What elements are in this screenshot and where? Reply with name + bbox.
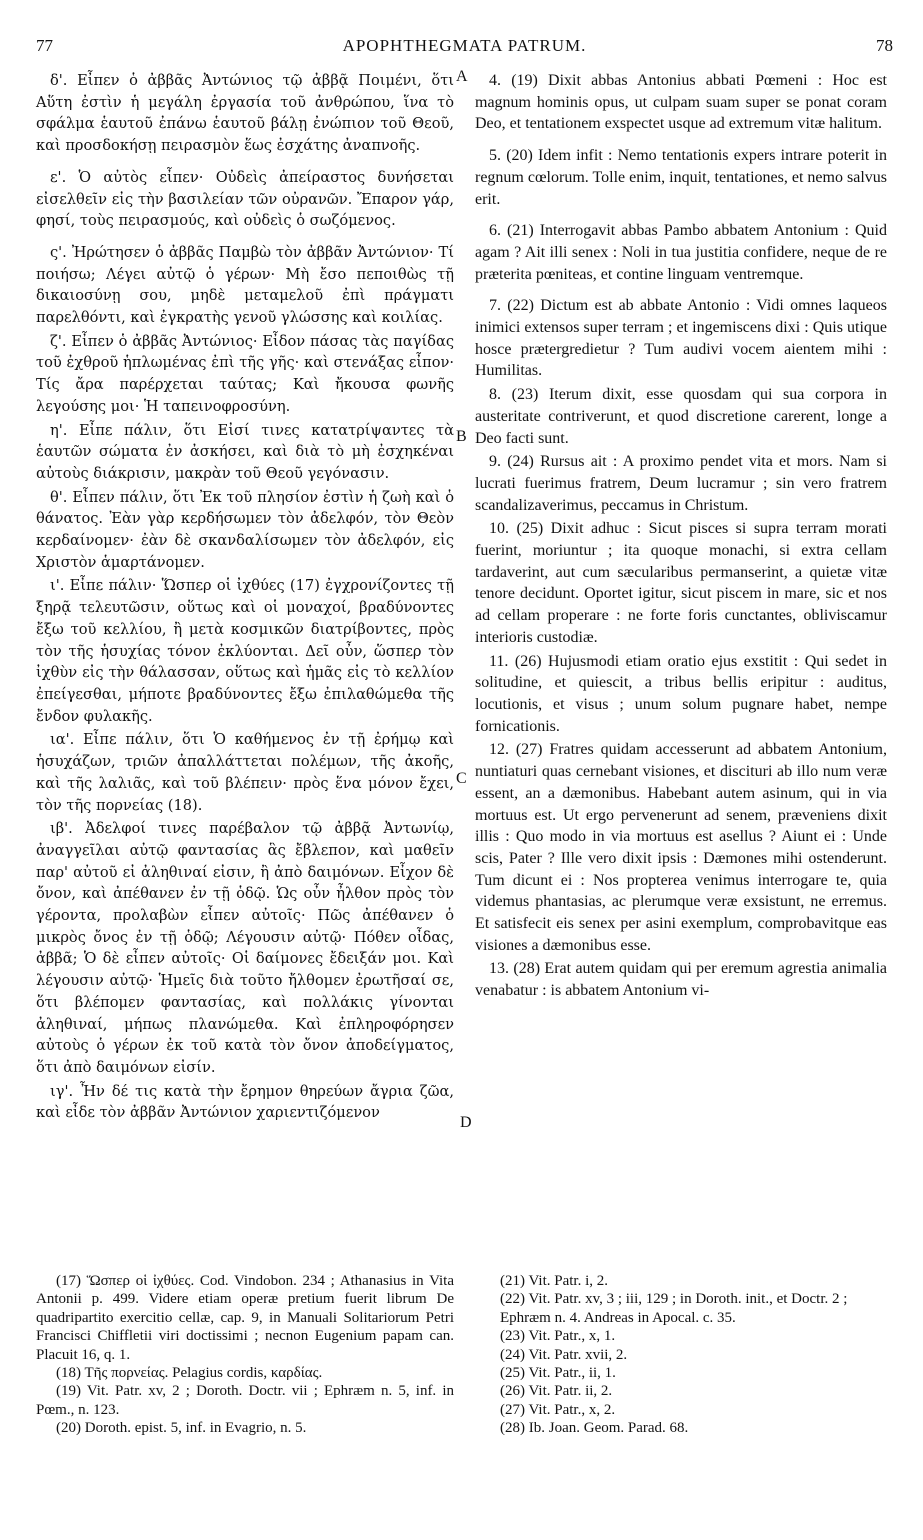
latin-paragraph-9: 9. (24) Rursus ait : A proximo pendet vita et mors. Nam si lucrati fuerimus fratrem, Deum lucramur ; sin vero fratrem scandalizaverimus, peccamus in Christum. <box>475 453 887 514</box>
footnote: (24) Vit. Patr. xvii, 2. <box>500 1346 628 1363</box>
footnote: (26) Vit. Patr. ii, 2. <box>500 1383 613 1400</box>
page-number-left: 77 <box>36 36 53 55</box>
greek-paragraph-6: ς'. Ἠρώτησεν ὁ ἀββᾶς Παμβὼ τὸν ἀββᾶν Ἀντώνιον· Τί ποιήσω; Λέγει αὐτῷ ὁ γέρων· Μὴ ἔσο πεποιθὼς τῇ δικαιοσύνῃ σου, μηδὲ μεταμελοῦ ἐπὶ πράγματι παρελθόντι, καὶ ἐγκρατὴς γενοῦ γλώσσης καὶ κοιλίας. <box>36 243 454 327</box>
latin-paragraph-8: 8. (23) Iterum dixit, esse quosdam qui sua corpora in austeritate contriverunt, et quod discretione carerent, longe a Deo facti sunt. <box>475 386 887 447</box>
latin-paragraph-4: 4. (19) Dixit abbas Antonius abbati Pœmeni : Hoc est magnum hominis opus, ut culpam suam super se ponat coram Deo, et tentationem exspectet usque ad extremum vitæ halitum. <box>475 72 887 133</box>
footnote: (19) Vit. Patr. xv, 2 ; Doroth. Doctr. vii ; Ephræm n. 5, inf. in Pœm., n. 123. <box>36 1383 454 1418</box>
latin-paragraph-12: 12. (27) Fratres quidam accesserunt ad abbatem Antonium, nuntiaturi quas cernebant visiones, et disciturі ab illo num veræ essent, an a dæmonibus. Habebant autem asinum, qui in via mortuus est. Ut ergo pervenerunt ad senem, præveniens dixit illis : Quo modo in via mortuus est asellus ? Aiunt ei : Unde scis, Pater ? Ille vero dixit ipsis : Dæmones mihi ostenderunt. Tum dicunt ei : Nos propterea venimus interrogare te, quia videmus phantasias, ac plerumque veræ exsistunt, ne erremus. Et satisfecit eis senex per asini exemplum, comprobavitque eas visiones a dæmonibus esse. <box>475 741 887 954</box>
greek-column <box>36 70 454 1126</box>
footnote: (20) Doroth. epist. 5, inf. in Evagrio, n. 5. <box>56 1420 307 1437</box>
latin-paragraph-13: 13. (28) Erat autem quidam qui per eremum agrestia animalia venabatur : is abbatem Antonium vi- <box>475 960 887 1000</box>
section-marker-b: B <box>456 428 467 445</box>
latin-column <box>475 70 887 1004</box>
page-number-right: 78 <box>876 36 893 55</box>
latin-paragraph-5: 5. (20) Idem infit : Nemo tentationis expers intrare poterit in regnum cœlorum. Tolle enim, inquit, tentationes, et nemo salvus erit. <box>475 147 887 208</box>
latin-paragraph-7: 7. (22) Dictum est ab abbate Antonio : Vidi omnes laqueos inimici extensos super terram ; et ingemiscens dixi : Quis utique hosce prætergredietur ? Tum audivi vocem aientem mihi : Humilitas. <box>475 297 887 380</box>
running-header <box>36 36 893 60</box>
page-title: APOPHTHEGMATA PATRUM. <box>342 36 587 55</box>
greek-paragraph-8: η'. Εἶπε πάλιν, ὅτι Εἰσί τινες κατατρίψαντες τὰ ἑαυτῶν σώματα ἐν ἀσκήσει, καὶ διὰ τὸ μὴ ἐσχηκέναι αὐτοὺς διάκρισιν, μακρὰν τοῦ Θεοῦ γεγόνασιν. <box>36 421 454 482</box>
section-marker-a: A <box>456 68 468 85</box>
footnote: (25) Vit. Patr., ii, 1. <box>500 1365 616 1382</box>
footnote: (23) Vit. Patr., x, 1. <box>500 1328 616 1345</box>
footnotes-left <box>36 1272 454 1438</box>
section-marker-d: D <box>460 1114 472 1131</box>
section-marker-c: C <box>456 770 467 787</box>
greek-paragraph-9: θ'. Εἶπεν πάλιν, ὅτι Ἐκ τοῦ πλησίον ἐστὶν ἡ ζωὴ καὶ ὁ θάνατος. Ἐὰν γὰρ κερδήσωμεν τὸν ἀδελφόν, τὸν Θεὸν κερδαίνομεν· ἐὰν δὲ σκανδαλίσωμεν τὸν ἀδελφόν, εἰς Χριστὸν ἁμαρτάνομεν. <box>36 488 454 571</box>
footnote: (22) Vit. Patr. xv, 3 ; iii, 129 ; in Doroth. init., et Doctr. 2 ; Ephræm n. 4. Andreas in Apocal. c. 35. <box>500 1291 848 1326</box>
greek-paragraph-12: ιβ'. Ἀδελφοί τινες παρέβαλον τῷ ἀββᾷ Ἀντωνίῳ, ἀναγγεῖλαι αὐτῷ φαντασίας ἃς ἔβλεπον, καὶ μαθεῖν παρ' αὐτοῦ εἰ ἀληθιναί εἰσιν, ἢ ἀπὸ δαιμόνων. Εἶχον δὲ ὄνον, καὶ ἀπέθανεν ἐν τῇ ὁδῷ. Ὡς οὖν ἦλθον πρὸς τὸν γέροντα, προλαβὼν εἶπεν αὐτοῖς· Πῶς ἀπέθανεν ὁ μικρὸς ὄνος ἐν τῇ ὁδῷ; Λέγουσιν αὐτῷ· Πόθεν οἶδας, ἀββᾶ; Ὁ δὲ εἶπεν αὐτοῖς· Οἱ δαίμονες ἔδειξάν μοι. Καὶ λέγουσιν αὐτῷ· Ἡμεῖς διὰ τοῦτο ἤλθομεν ἐρωτῆσαί σε, ὅτι βλέπομεν φαντασίας, καὶ πολλάκις γίνονται ἀληθιναί, μήπως πλανώμεθα. Καὶ ἐπληροφόρησεν αὐτοὺς ὁ γέρων ἐκ τοῦ κατὰ τὸν ὄνον ἀποδείγματος, ὅτι ἀπὸ δαιμόνων εἰσίν. <box>36 820 454 1076</box>
greek-paragraph-7: ζ'. Εἶπεν ὁ ἀββᾶς Ἀντώνιος· Εἶδον πάσας τὰς παγίδας τοῦ ἐχθροῦ ἡπλωμένας ἐπὶ τῆς γῆς· καὶ στενάξας εἶπον· Τίς ἄρα παρέρχεται ταύτας; Καὶ ἤκουσα φωνῆς λεγούσης μοι· Ἡ ταπεινοφροσύνη. <box>36 332 454 415</box>
latin-paragraph-6: 6. (21) Interrogavit abbas Pambo abbatem Antonium : Quid agam ? Ait illi senex : Noli in tua justitia confidere, neque de re præterita pœniteas, et contine linguam ventremque. <box>475 222 887 283</box>
footnote: (21) Vit. Patr. i, 2. <box>500 1273 608 1289</box>
footnote: (28) Ib. Joan. Geom. Parad. 68. <box>500 1420 689 1437</box>
footnote: (18) Τῆς πορνείας. Pelagius cordis, καρδίας. <box>56 1365 323 1382</box>
footnote: (27) Vit. Patr., x, 2. <box>500 1401 616 1418</box>
greek-paragraph-13: ιγ'. Ἦν δέ τις κατὰ τὴν ἔρημον θηρεύων ἄγρια ζῶα, καὶ εἶδε τὸν ἀββᾶν Ἀντώνιον χαριεντιζόμενον <box>36 1082 454 1122</box>
greek-paragraph-5: ε'. Ὁ αὐτὸς εἶπεν· Οὐδεὶς ἀπείραστος δυνήσεται εἰσελθεῖν εἰς τὴν βασιλείαν τῶν οὐρανῶν. Ἔπαρον γάρ, φησί, τοὺς πειρασμούς, καὶ οὐδεὶς ὁ σωζόμενος. <box>36 168 454 230</box>
latin-paragraph-11: 11. (26) Hujusmodi etiam oratio ejus exstitit : Qui sedet in solitudine, et quiescit, a tribus bellis eripitur : auditus, locutionis, et visus ; unum solum pugnare habet, nempe fornicationis. <box>475 652 887 735</box>
greek-paragraph-4: δ'. Εἶπεν ὁ ἀββᾶς Ἀντώνιος τῷ ἀββᾷ Ποιμένι, ὅτι Αὕτη ἐστὶν ἡ μεγάλη ἐργασία τοῦ ἀνθρώπου, ἵνα τὸ σφάλμα ἑαυτοῦ ἐπάνω ἑαυτοῦ βάλῃ ἐνώπιον τοῦ Θεοῦ, καὶ προσδοκήσῃ πειρασμὸν ἕως ἐσχάτης ἀναπνοῆς. <box>36 72 454 155</box>
latin-paragraph-10: 10. (25) Dixit adhuc : Sicut pisces si supra terram morati fuerint, moriuntur ; ita quoque monachi, si extra cellam tardaverint, aut cum sæcularibus permanserint, a quietæ vitæ tenore decidunt. Oportet igitur, sicut piscem in mare, sic et nos ad cellam properare : ne forte foris cunctantes, obliviscamur interioris custodiæ. <box>475 520 887 646</box>
footnotes-right <box>500 1272 900 1438</box>
footnote: (17) Ὥσπερ οἱ ἰχθύες. Cod. Vindobon. 234 ; Athanasius in Vita Antonii p. 499. Videre etiam operæ pretium fuerit librum De quadripartito exercitio cellæ, cap. 9, in Manuali Solitariorum Petri Francisci Chiffletii viri doctissimi ; necnon Eugenium papam can. Placuit 16, q. 1. <box>36 1273 454 1363</box>
greek-paragraph-10: ι'. Εἶπε πάλιν· Ὥσπερ οἱ ἰχθύες (17) ἐγχρονίζοντες τῇ ξηρᾷ τελευτῶσιν, οὕτως καὶ οἱ μοναχοί, βραδύνοντες ἔξω τοῦ κελλίου, ἢ μετὰ κοσμικῶν διατρίβοντες, πρὸς τὸν τῆς ἡσυχίας τόνον ἐκλύονται. Δεῖ οὖν, ὥσπερ τὸν ἰχθὺν εἰς τὴν θάλασσαν, οὕτως καὶ ἡμᾶς εἰς τὸ κελλίον ἐπείγεσθαι, μήποτε βραδύνοντες ἔξω ἐπιλαθώμεθα τῆς ἔνδον φυλακῆς. <box>36 577 454 725</box>
greek-paragraph-11: ια'. Εἶπε πάλιν, ὅτι Ὁ καθήμενος ἐν τῇ ἐρήμῳ καὶ ἡσυχάζων, τριῶν ἀπαλλάττεται πολέμων, τῆς ἀκοῆς, καὶ τῆς λαλιᾶς, καὶ τοῦ βλέπειν· πρὸς ἕνα μόνον ἔχει, τὸν τῆς πορνείας (18). <box>36 731 454 814</box>
